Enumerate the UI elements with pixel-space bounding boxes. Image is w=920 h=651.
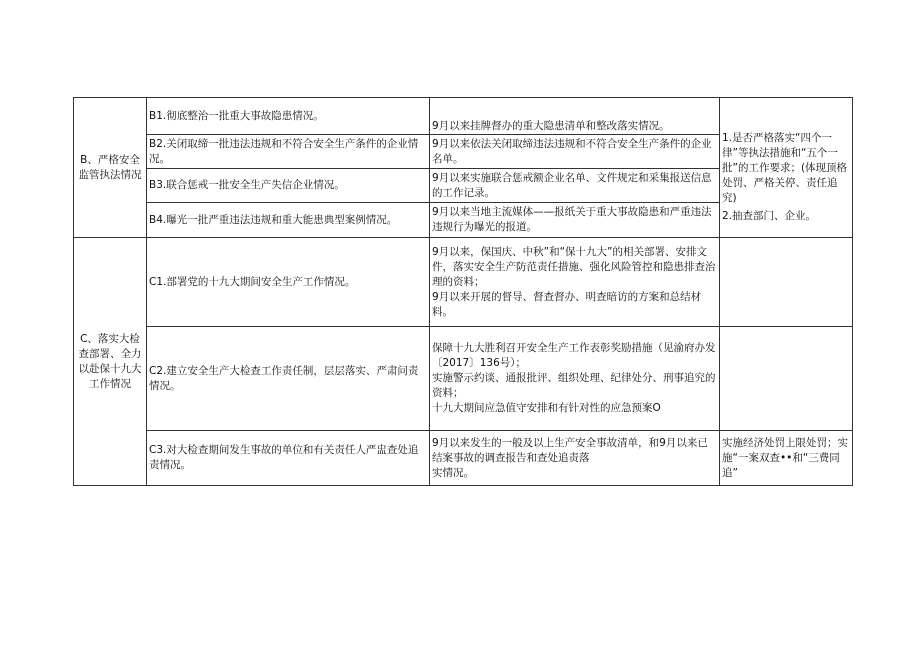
check-item-cell: B2.关闭取缔一批违法违规和不符合安全生产条件的企业情况。 — [147, 135, 430, 169]
requirement-line: 2.抽查部门、企业。 — [722, 210, 817, 222]
materials-cell: 9月以来当地主流媒体——报纸关于重大事故隐患和严重违法违规行为曝光的报道。 — [430, 203, 720, 238]
requirements-cell — [720, 98, 853, 238]
inspection-table — [73, 97, 853, 486]
check-item-cell: C2.建立安全生产大检查工作责任制，层层落实、严肃问责情况。 — [147, 327, 430, 431]
table-row — [74, 431, 853, 486]
material-line: 实情况。 — [432, 466, 474, 479]
requirements-cell — [720, 238, 853, 327]
material-line: 实施警示约谈、通报批评、组织处理、纪律处分、刑事追究的资料； — [432, 372, 716, 399]
table-row — [74, 238, 853, 327]
materials-cell: 9月以来依法关闭取缔违法违规和不符合安全生产条件的企业名单。 — [430, 135, 720, 169]
materials-cell — [430, 238, 720, 327]
requirement-line: 1.是否严格落实“四个一律”等执法措施和“五个一批”的工作要求；(体现顶格处罚、严格关停、责任追究) — [722, 132, 848, 204]
category-cell: C、落实大检查部署、全力以赴保十九大工作情况 — [74, 238, 147, 486]
material-line: 十九大期间应急值守安排和有针对性的应急预案O — [432, 402, 661, 414]
table-row — [74, 327, 853, 431]
material-line: 9月以来，保国庆、中秋”和“保十九大”的相关部署、安排文件，落实安全生产防范责任措施、强化风险管控和隐患排查治理的资料； — [432, 245, 716, 288]
table-row — [74, 98, 853, 135]
materials-cell — [430, 431, 720, 486]
material-line: 9月以来发生的一般及以上生产安全事故清单，和9月以来已结案事故的调查报告和查处追责落 — [432, 436, 708, 464]
requirements-cell — [720, 327, 853, 431]
check-item-cell: C3.对大检查期间发生事故的单位和有关责任人严盅查处追责情况。 — [147, 431, 430, 486]
check-item-cell: B4.曝光一批严重违法违规和重大能患典型案例情况。 — [147, 203, 430, 238]
check-item-cell: C1.部署党的十九大期间安全生产工作情况。 — [147, 238, 430, 327]
material-line: 保障十九大胜利召开安全生产工作表彰奖励措施（见渝府办发〔2017〕136号）； — [432, 342, 716, 369]
materials-cell: 9月以来实施联合惩戒额企业名单、文件规定和采集报送信息的工作记录。 — [430, 169, 720, 203]
requirements-cell: 实施经济处罚上限处罚；实施“一案双查••和“三费同追” — [720, 431, 853, 486]
category-cell: B、严格安全监管执法情况 — [74, 98, 147, 238]
check-item-cell: B1.彻底整治一批重大事故隐患情况。 — [147, 98, 430, 135]
materials-cell — [430, 327, 720, 431]
materials-cell: 9月以来挂牌督办的重大隐患清单和整改落实情况。 — [430, 98, 720, 135]
check-item-cell: B3.联合惩戒一批安全生产失信企业情况。 — [147, 169, 430, 203]
material-line: 9月以来开展的督导、督查督办、明查暗访的方案和总结材料。 — [432, 290, 702, 318]
